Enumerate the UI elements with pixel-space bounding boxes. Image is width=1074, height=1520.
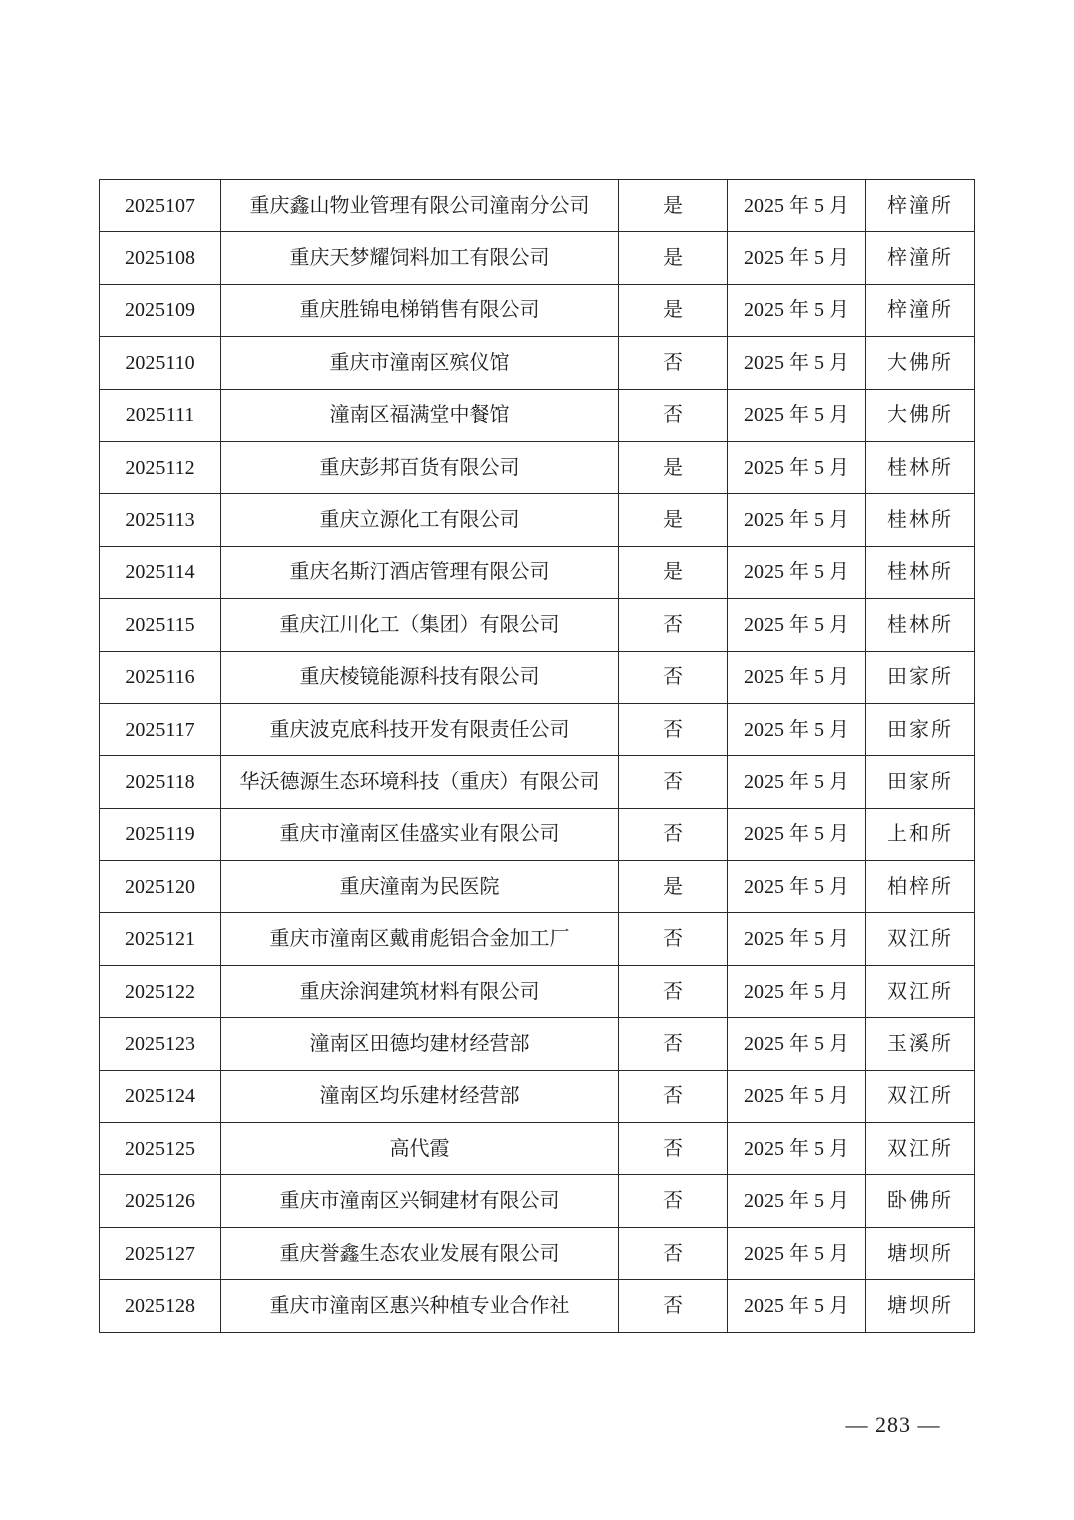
cell-record-number: 2025116 [100, 651, 221, 703]
table-row [100, 965, 975, 1017]
cell-company-name: 潼南区福满堂中餐馆 [221, 389, 619, 441]
cell-yes-no: 否 [619, 808, 728, 860]
cell-record-number: 2025120 [100, 861, 221, 913]
table-row [100, 756, 975, 808]
cell-record-number: 2025125 [100, 1123, 221, 1175]
table-row [100, 1123, 975, 1175]
cell-yes-no: 否 [619, 1070, 728, 1122]
cell-date: 2025 年 5 月 [728, 703, 866, 755]
cell-date: 2025 年 5 月 [728, 808, 866, 860]
cell-company-name: 重庆天梦耀饲料加工有限公司 [221, 232, 619, 284]
cell-record-number: 2025124 [100, 1070, 221, 1122]
cell-record-number: 2025108 [100, 232, 221, 284]
table-row [100, 284, 975, 336]
cell-yes-no: 是 [619, 232, 728, 284]
cell-office: 塘坝所 [866, 1227, 975, 1279]
cell-date: 2025 年 5 月 [728, 599, 866, 651]
cell-company-name: 重庆名斯汀酒店管理有限公司 [221, 546, 619, 598]
cell-yes-no: 是 [619, 284, 728, 336]
cell-office: 双江所 [866, 1070, 975, 1122]
cell-date: 2025 年 5 月 [728, 546, 866, 598]
cell-company-name: 重庆波克底科技开发有限责任公司 [221, 703, 619, 755]
cell-yes-no: 否 [619, 599, 728, 651]
cell-company-name: 重庆鑫山物业管理有限公司潼南分公司 [221, 180, 619, 232]
cell-office: 塘坝所 [866, 1280, 975, 1332]
cell-date: 2025 年 5 月 [728, 756, 866, 808]
cell-record-number: 2025121 [100, 913, 221, 965]
cell-company-name: 重庆潼南为民医院 [221, 861, 619, 913]
cell-record-number: 2025119 [100, 808, 221, 860]
cell-yes-no: 是 [619, 494, 728, 546]
cell-company-name: 重庆棱镜能源科技有限公司 [221, 651, 619, 703]
cell-office: 桂林所 [866, 494, 975, 546]
cell-date: 2025 年 5 月 [728, 1070, 866, 1122]
cell-office: 田家所 [866, 651, 975, 703]
cell-company-name: 重庆立源化工有限公司 [221, 494, 619, 546]
cell-date: 2025 年 5 月 [728, 441, 866, 493]
cell-office: 桂林所 [866, 441, 975, 493]
cell-record-number: 2025127 [100, 1227, 221, 1279]
table-row [100, 1280, 975, 1332]
cell-record-number: 2025107 [100, 180, 221, 232]
cell-office: 田家所 [866, 703, 975, 755]
cell-company-name: 重庆涂润建筑材料有限公司 [221, 965, 619, 1017]
cell-yes-no: 否 [619, 913, 728, 965]
cell-company-name: 重庆市潼南区殡仪馆 [221, 337, 619, 389]
cell-record-number: 2025111 [100, 389, 221, 441]
cell-yes-no: 否 [619, 965, 728, 1017]
cell-office: 双江所 [866, 913, 975, 965]
cell-date: 2025 年 5 月 [728, 284, 866, 336]
cell-date: 2025 年 5 月 [728, 861, 866, 913]
cell-date: 2025 年 5 月 [728, 232, 866, 284]
records-table [99, 179, 975, 1333]
cell-record-number: 2025118 [100, 756, 221, 808]
cell-record-number: 2025126 [100, 1175, 221, 1227]
cell-record-number: 2025114 [100, 546, 221, 598]
cell-record-number: 2025123 [100, 1018, 221, 1070]
cell-date: 2025 年 5 月 [728, 965, 866, 1017]
cell-yes-no: 否 [619, 337, 728, 389]
cell-date: 2025 年 5 月 [728, 913, 866, 965]
table-row [100, 1227, 975, 1279]
cell-yes-no: 是 [619, 441, 728, 493]
cell-record-number: 2025115 [100, 599, 221, 651]
table-row [100, 232, 975, 284]
cell-office: 玉溪所 [866, 1018, 975, 1070]
cell-yes-no: 否 [619, 1123, 728, 1175]
cell-company-name: 潼南区均乐建材经营部 [221, 1070, 619, 1122]
cell-office: 双江所 [866, 965, 975, 1017]
cell-record-number: 2025110 [100, 337, 221, 389]
cell-yes-no: 否 [619, 1175, 728, 1227]
cell-record-number: 2025109 [100, 284, 221, 336]
table-row [100, 703, 975, 755]
cell-date: 2025 年 5 月 [728, 1175, 866, 1227]
table-row [100, 651, 975, 703]
table-row [100, 546, 975, 598]
cell-office: 桂林所 [866, 546, 975, 598]
cell-record-number: 2025113 [100, 494, 221, 546]
cell-yes-no: 否 [619, 389, 728, 441]
cell-company-name: 重庆市潼南区惠兴种植专业合作社 [221, 1280, 619, 1332]
cell-date: 2025 年 5 月 [728, 651, 866, 703]
table-row [100, 913, 975, 965]
cell-record-number: 2025122 [100, 965, 221, 1017]
table-row [100, 861, 975, 913]
cell-yes-no: 否 [619, 756, 728, 808]
cell-date: 2025 年 5 月 [728, 494, 866, 546]
cell-company-name: 高代霞 [221, 1123, 619, 1175]
cell-company-name: 重庆胜锦电梯销售有限公司 [221, 284, 619, 336]
cell-date: 2025 年 5 月 [728, 389, 866, 441]
cell-record-number: 2025117 [100, 703, 221, 755]
cell-yes-no: 是 [619, 861, 728, 913]
cell-office: 梓潼所 [866, 284, 975, 336]
cell-company-name: 潼南区田德均建材经营部 [221, 1018, 619, 1070]
cell-office: 梓潼所 [866, 232, 975, 284]
table-row [100, 808, 975, 860]
cell-yes-no: 否 [619, 1018, 728, 1070]
cell-date: 2025 年 5 月 [728, 180, 866, 232]
cell-record-number: 2025128 [100, 1280, 221, 1332]
cell-company-name: 重庆市潼南区佳盛实业有限公司 [221, 808, 619, 860]
cell-yes-no: 否 [619, 1280, 728, 1332]
cell-office: 桂林所 [866, 599, 975, 651]
cell-office: 上和所 [866, 808, 975, 860]
cell-yes-no: 是 [619, 180, 728, 232]
cell-office: 柏梓所 [866, 861, 975, 913]
cell-company-name: 重庆江川化工（集团）有限公司 [221, 599, 619, 651]
table-body [100, 180, 975, 1333]
cell-date: 2025 年 5 月 [728, 1227, 866, 1279]
cell-yes-no: 否 [619, 1227, 728, 1279]
page-number: — 283 — [845, 1412, 941, 1437]
table-row [100, 1175, 975, 1227]
table-row [100, 599, 975, 651]
table-row [100, 1070, 975, 1122]
cell-company-name: 重庆市潼南区戴甫彪铝合金加工厂 [221, 913, 619, 965]
table-row [100, 337, 975, 389]
cell-office: 大佛所 [866, 337, 975, 389]
cell-company-name: 华沃德源生态环境科技（重庆）有限公司 [221, 756, 619, 808]
cell-company-name: 重庆市潼南区兴铜建材有限公司 [221, 1175, 619, 1227]
cell-company-name: 重庆彭邦百货有限公司 [221, 441, 619, 493]
cell-date: 2025 年 5 月 [728, 1280, 866, 1332]
cell-office: 梓潼所 [866, 180, 975, 232]
cell-record-number: 2025112 [100, 441, 221, 493]
cell-company-name: 重庆誉鑫生态农业发展有限公司 [221, 1227, 619, 1279]
cell-office: 田家所 [866, 756, 975, 808]
cell-office: 双江所 [866, 1123, 975, 1175]
cell-yes-no: 否 [619, 703, 728, 755]
table-row [100, 1018, 975, 1070]
cell-date: 2025 年 5 月 [728, 1018, 866, 1070]
cell-yes-no: 是 [619, 546, 728, 598]
table-row [100, 180, 975, 232]
cell-yes-no: 否 [619, 651, 728, 703]
table-row [100, 389, 975, 441]
cell-date: 2025 年 5 月 [728, 337, 866, 389]
table-row [100, 441, 975, 493]
table-row [100, 494, 975, 546]
cell-date: 2025 年 5 月 [728, 1123, 866, 1175]
cell-office: 大佛所 [866, 389, 975, 441]
cell-office: 卧佛所 [866, 1175, 975, 1227]
